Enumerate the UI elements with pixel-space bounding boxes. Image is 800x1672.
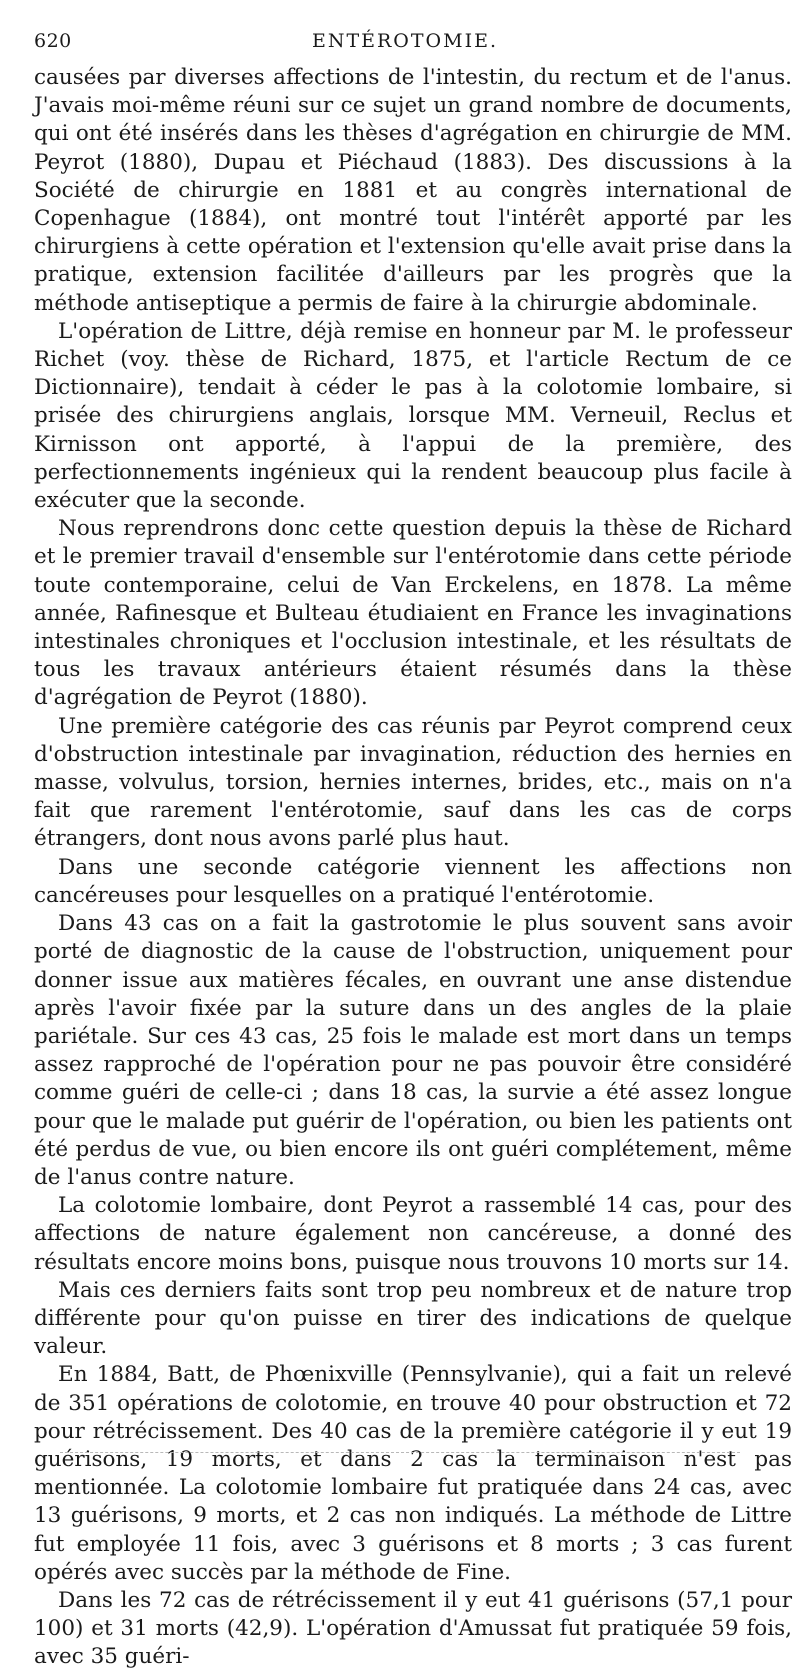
paragraph-derniers-faits: Mais ces derniers faits sont trop peu nombreux et de nature trop différente pour qu'on puisse en tirer des indications de quelque valeur. — [34, 1277, 792, 1360]
footer-rule — [60, 1452, 740, 1453]
paragraph-first-category: Une première catégorie des cas réunis par Peyrot comprend ceux d'obstruction intestinale par invagination, réduction des hernies en masse, volvulus, torsion, hernies internes, brides, etc., mais on n'a fait que rarement l'entérotomie, sauf dans les cas de corps étrangers, dont nous avons parlé plus haut. — [34, 713, 792, 852]
paragraph-colotomie-lombaire: La colotomie lombaire, dont Peyrot a rassemblé 14 cas, pour des affections de nature également non cancéreuse, a donné des résultats encore moins bons, puisque nous trouvons 10 morts sur 14. — [34, 1193, 792, 1275]
paragraph-littre: L'opération de Littre, déjà remise en honneur par M. le professeur Richet (voy. thèse de Richard, 1875, et l'article Rectum de ce Dictionnaire), tendait à céder le pas à la colotomie lombaire, si prisée des chirurgiens anglais, lorsque MM. Verneuil, Reclus et Kirnisson ont apporté, à l'appui de la première, des perfectionnements ingénieux qui la rendent beaucoup plus facile à exécuter que la seconde. — [34, 318, 792, 514]
paragraph-gastrotomie: Dans 43 cas on a fait la gastrotomie le plus souvent sans avoir porté de diagnostic de la cause de l'obstruction, uniquement pour donner issue aux matières fécales, en ouvrant une anse distendue après l'avoir fixée par la suture dans un des angles de la plaie pariétale. Sur ces 43 cas, 25 fois le malade est mort dans un temps assez rapproché de l'opération pour ne pas pouvoir être considéré comme guéri de celle-ci ; dans 18 cas, la survie a été assez longue pour que le malade put guérir de l'opération, ou bien les patients ont été perdus de vue, ou bien encore ils ont guéri complétement, même de l'anus contre nature. — [34, 911, 792, 1190]
paragraph-continuation: causées par diverses affections de l'intestin, du rectum et de l'anus. J'avais moi-même réuni sur ce sujet un grand nombre de documents, qui ont été insérés dans les thèses d'agrégation en chirurgie de MM. Peyrot (1880), Dupau et Piéchaud (1883). Des discussions à la Société de chirurgie en 1881 et au congrès international de Copenhague (1884), ont montré tout l'intérêt apporté par les chirurgiens à cette opération et l'extension qu'elle avait prise dans la pratique, extension facilitée d'ailleurs par les progrès que la méthode antiseptique a permis de faire à la chirurgie abdominale. — [34, 65, 792, 316]
paragraph-second-category: Dans une seconde catégorie viennent les affections non cancéreuses pour lesquelles on a pratiqué l'entérotomie. — [34, 854, 792, 908]
paragraph-retrecissement: Dans les 72 cas de rétrécissement il y eut 41 guérisons (57,1 pour 100) et 31 morts (42,9). L'opération d'Amussat fut pratiquée 59 fois, avec 35 guéri- — [34, 1587, 792, 1670]
page-number: 620 — [34, 30, 72, 52]
running-title: ENTÉROTOMIE. — [311, 30, 499, 52]
page-header — [34, 30, 776, 58]
paragraph-richard: Nous reprendrons donc cette question depuis la thèse de Richard et le premier travail d'ensemble sur l'entérotomie dans cette période toute contemporaine, celui de Van Erckelens, en 1878. La même année, Rafinesque et Bulteau étudiaient en France les invaginations intestinales chroniques et l'occlusion intestinale, et les résultats de tous les travaux antérieurs étaient résumés dans la thèse d'agrégation de Peyrot (1880). — [34, 516, 792, 711]
body-text — [34, 64, 792, 1672]
paragraph-batt: En 1884, Batt, de Phœnixville (Pennsylvanie), qui a fait un relevé de 351 opérations de colotomie, en trouve 40 pour obstruction et 72 pour rétrécissement. Des 40 cas de la première catégorie il y eut 19 guérisons, 19 morts, et dans 2 cas la terminaison n'est pas mentionnée. La colotomie lombaire fut pratiquée dans 24 cas, avec 13 guérisons, 9 morts, et 2 cas non indiqués. La méthode de Littre fut employée 11 fois, avec 3 guérisons et 8 morts ; 3 cas furent opérés avec succès par la méthode de Fine. — [34, 1362, 792, 1585]
